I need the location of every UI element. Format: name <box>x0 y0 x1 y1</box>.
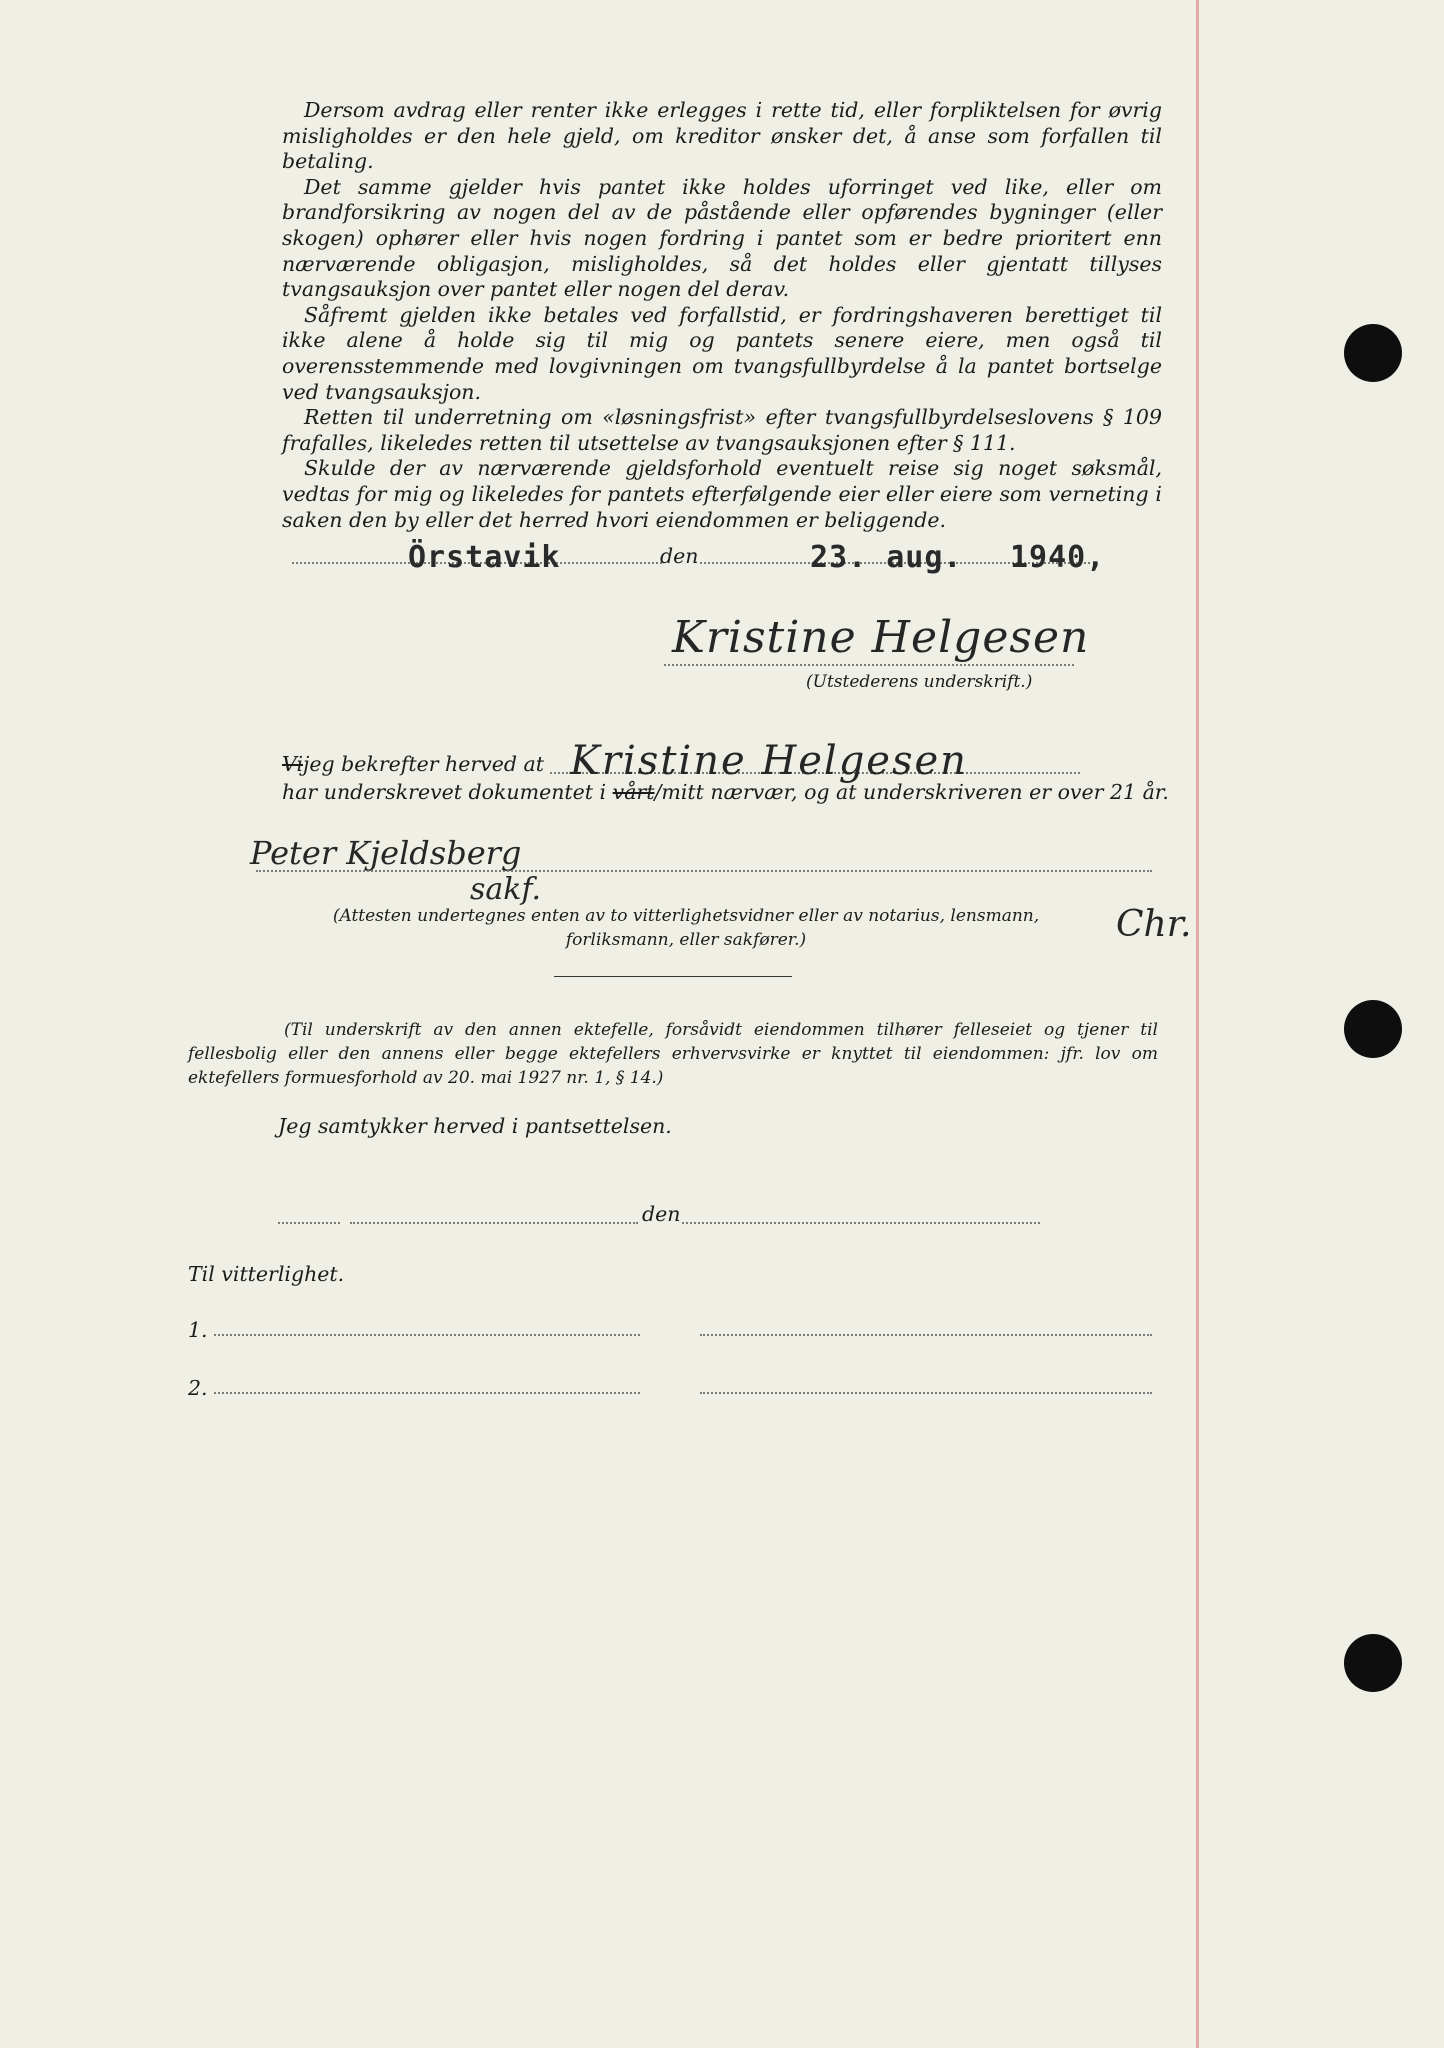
struck-vi: Vi <box>282 752 304 776</box>
witness-line2-b: /mitt nærvær, og at underskriveren er over 21 år. <box>654 780 1169 804</box>
consent-den-label: den <box>642 1202 681 1226</box>
punch-hole-icon <box>1344 1000 1402 1058</box>
witness-number-2: 2. <box>188 1376 208 1400</box>
witness-line2 <box>282 780 1169 804</box>
consent-place-line <box>278 1222 340 1224</box>
issuer-signature: Kristine Helgesen <box>672 612 1090 663</box>
witness-1-address-line <box>700 1334 1152 1336</box>
paragraph: Retten til underretning om «løsningsfrist» efter tvangsfullbyrdelseslovens § 109 frafalles, likeledes retten til utsettelse av tvangsauksjonen efter § 111. <box>282 405 1162 455</box>
paragraph: Skulde der av nærværende gjeldsforhold eventuelt reise sig noget søksmål, vedtas for mig og likeledes for pantets efterfølgende eier eller eiere som verneting i saken den by eller det herred hvori eiendommen er beliggende. <box>282 456 1162 532</box>
signature-caption: (Utstederens underskrift.) <box>806 672 1033 692</box>
terms-body <box>282 98 1162 533</box>
consent-text: Jeg samtykker herved i pantsettelsen. <box>278 1114 672 1138</box>
separator-line <box>554 976 792 977</box>
signature-line <box>664 664 1074 666</box>
punch-hole-icon <box>1344 324 1402 382</box>
witness-2-name-line <box>214 1392 640 1394</box>
witness-2-address-line <box>700 1392 1152 1394</box>
witness-line1-text: jeg bekrefter herved at <box>303 752 544 776</box>
den-label: den <box>660 544 699 568</box>
attestation-note: (Attesten undertegnes enten av to vitterlighetsvidner eller av notarius, lensmann, forliksmann, eller sakfører.) <box>332 906 1040 950</box>
struck-vart: vårt <box>612 780 655 804</box>
initials: Chr. <box>1116 904 1192 945</box>
paragraph: Såfremt gjelden ikke betales ved forfallstid, er fordringshaveren berettiget til ikke alene å holde sig til mig og pantets senere eiere, men også til overensstemmende med lovgivningen om tvangsfullbyrdelse å la pantet bortselge ved tvangsauksjon. <box>282 302 1162 404</box>
attestation-line <box>256 870 1152 872</box>
year-value: 1940, <box>1010 540 1106 575</box>
paragraph: Det samme gjelder hvis pantet ikke holdes uforringet ved like, eller om brandforsikring av nogen del av de påstående eller opførendes bygninger (eller skogen) ophører eller hvis nogen fordring i pantet som er bedre prioritert enn nærværende obligasjon, misligholdes, så det holdes eller gjentatt tillyses tvangsauksjon over pantet eller nogen del derav. <box>282 174 1162 302</box>
consent-date-line <box>682 1222 1040 1224</box>
witness-1-name-line <box>214 1334 640 1336</box>
date-value: 23. aug. <box>810 540 963 575</box>
spouse-note: (Til underskrift av den annen ektefelle, forsåvidt eiendommen tilhører felleseiet og tjener til fellesbolig eller den annens eller begge ektefellers erhvervsvirke er knyttet til eiendommen: jfr. lov om ektefellers formuesforhold av 20. mai 1927 nr. 1, § 14.) <box>188 1020 1158 1088</box>
witness-line1 <box>282 752 544 776</box>
witness-signature: Peter Kjeldsberg <box>250 834 522 872</box>
witness-line2-a: har underskrevet dokumentet i <box>282 780 607 804</box>
consent-place-line-2 <box>350 1222 638 1224</box>
red-margin-line <box>1196 0 1199 2048</box>
til-vitterlighet-heading: Til vitterlighet. <box>188 1262 345 1286</box>
place-value: Örstavik <box>408 540 561 575</box>
witness-title: sakf. <box>470 872 542 907</box>
witness-number-1: 1. <box>188 1318 208 1342</box>
signed-name: Kristine Helgesen <box>570 738 968 784</box>
punch-hole-icon <box>1344 1634 1402 1692</box>
paragraph: Dersom avdrag eller renter ikke erlegges i rette tid, eller forpliktelsen for øvrig misligholdes er den hele gjeld, om kreditor ønsker det, å anse som forfallen til betaling. <box>282 98 1162 174</box>
